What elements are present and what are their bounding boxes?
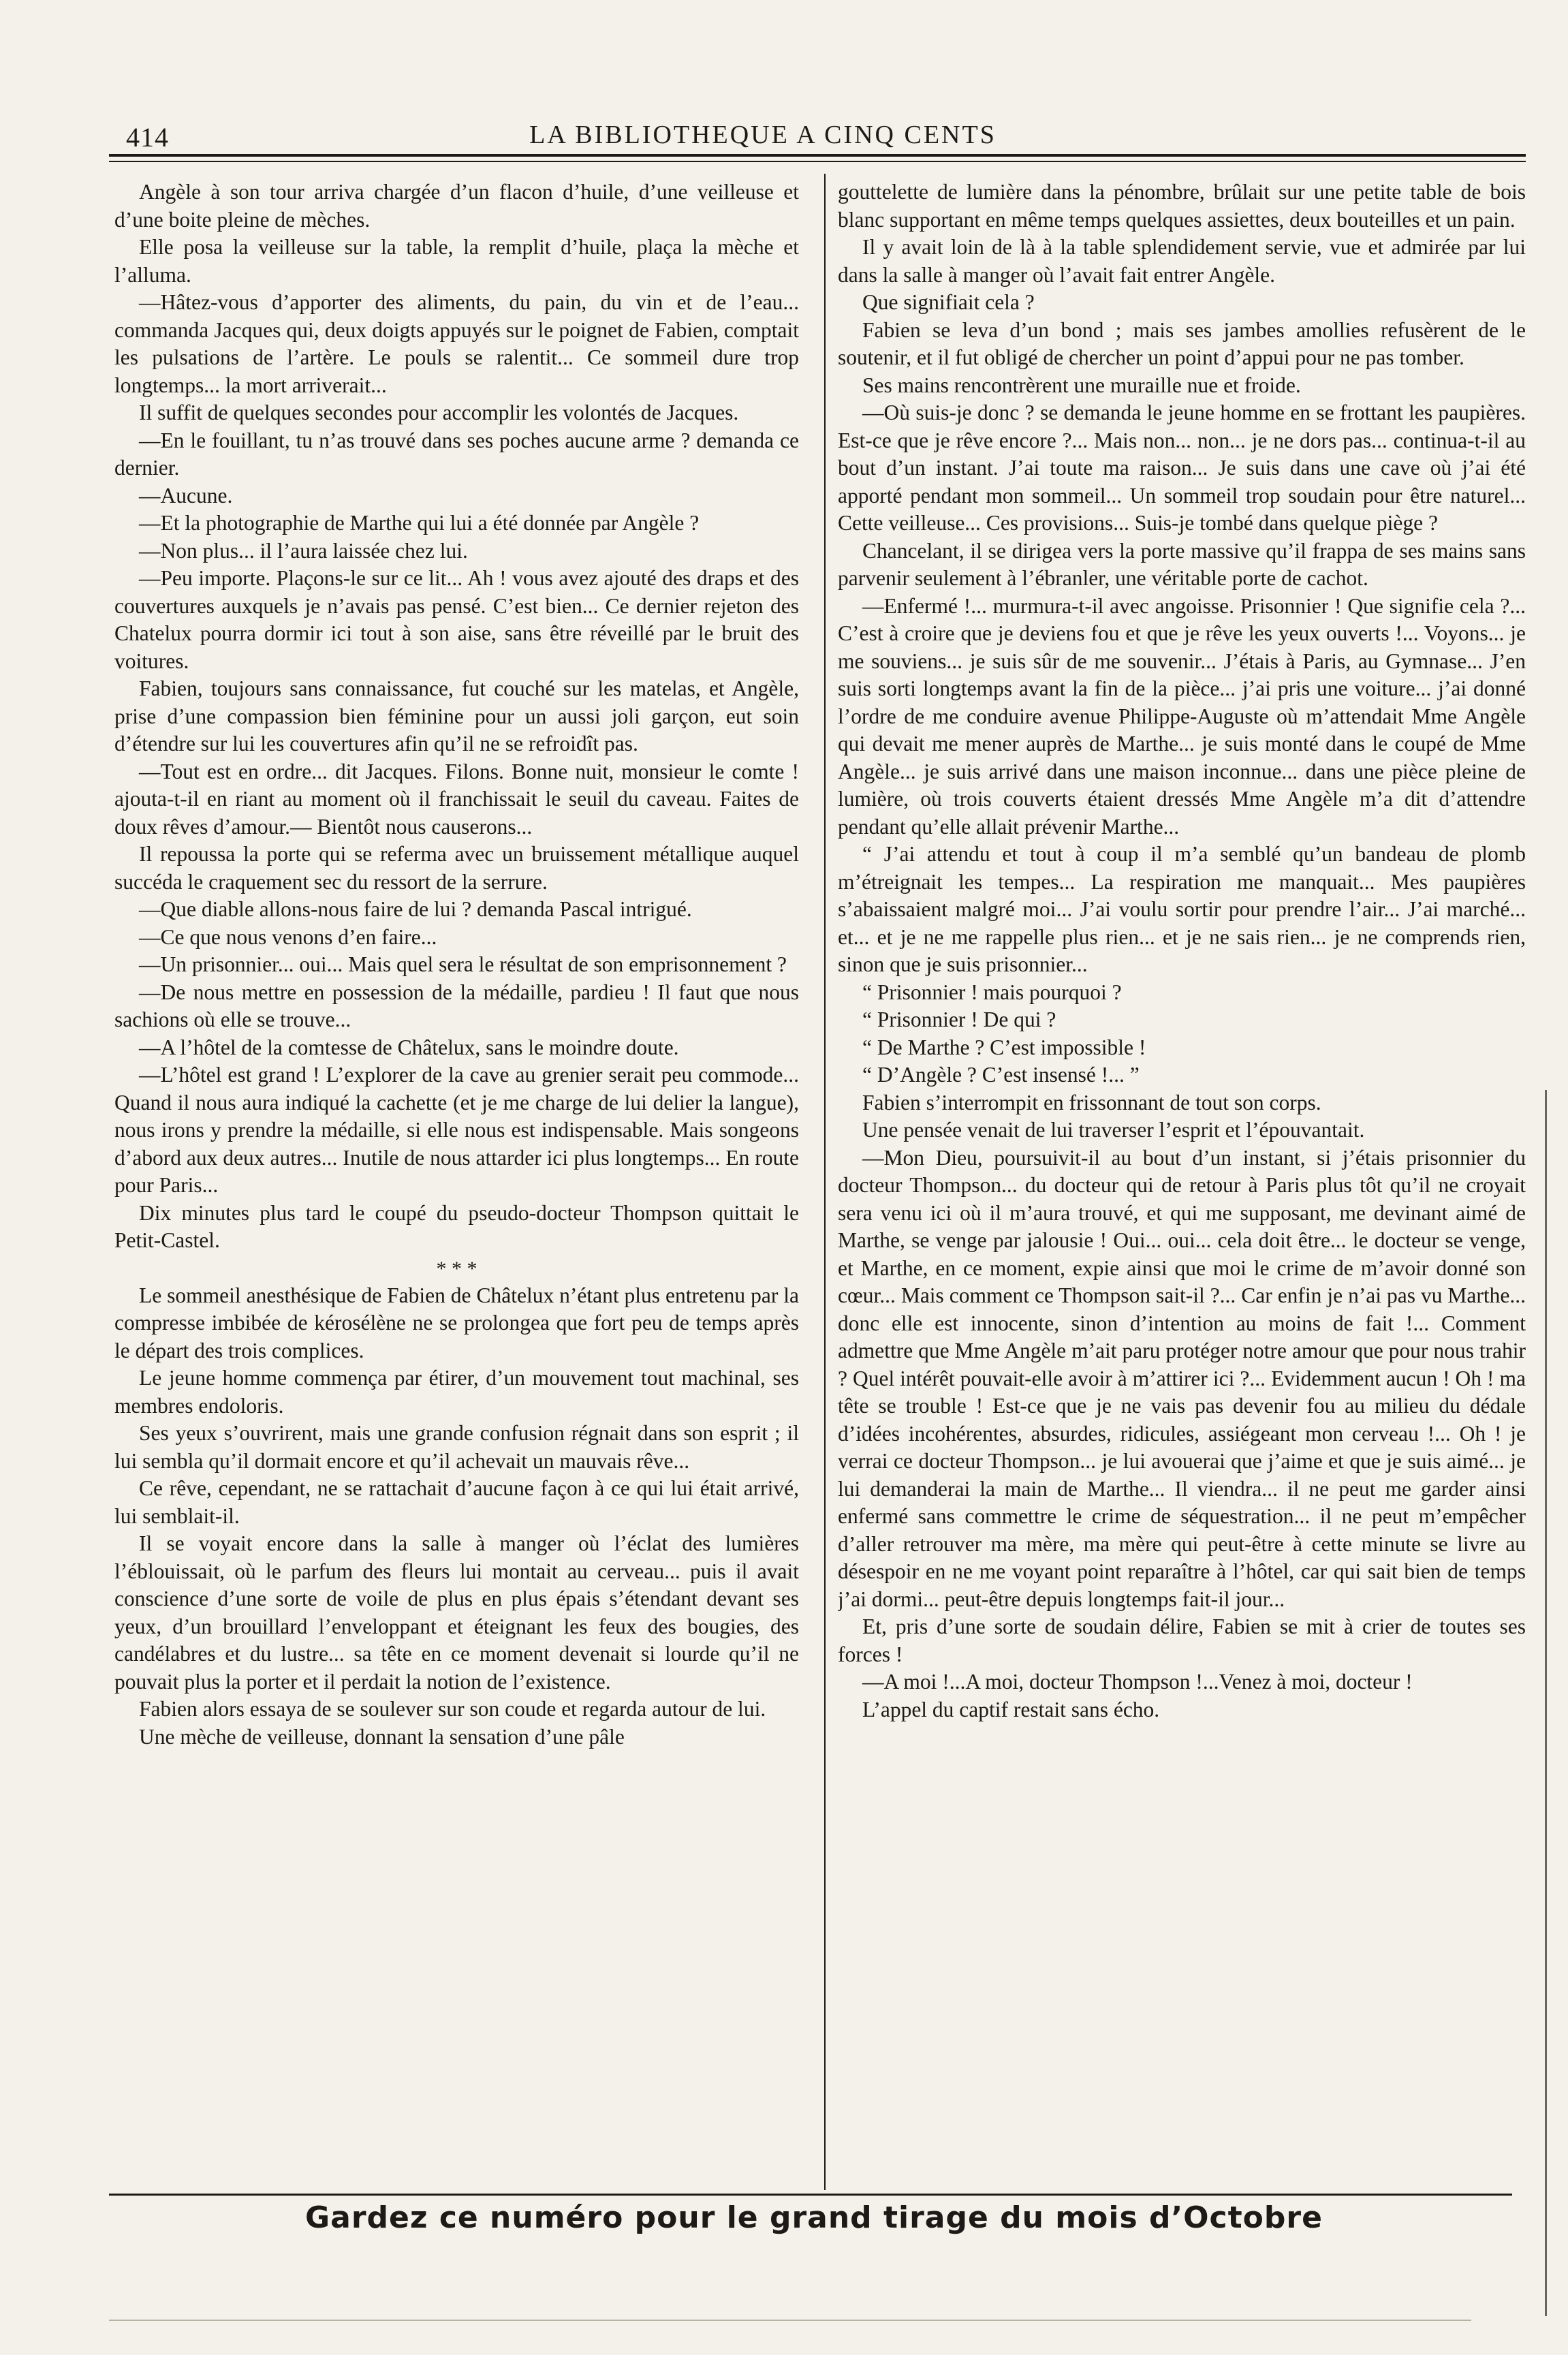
paragraph: “ D’Angèle ? C’est insensé !... ” [862,1063,1140,1087]
paragraph: —Ce que nous venons d’en faire... [139,924,437,949]
footer-rule [109,2194,1512,2196]
paragraph: —A moi !...A moi, docteur Thompson !...Venez à moi, docteur ! [862,1670,1413,1694]
header-rule [109,154,1526,157]
paragraph: Et, pris d’une sorte de soudain délire, Fabien se mit à crier de toutes ses forces ! [838,1615,1526,1666]
paragraph: —Que diable allons-nous faire de lui ? demanda Pascal intrigué. [139,897,692,921]
paragraph: Chancelant, il se dirigea vers la porte massive qu’il frappa de ses mains sans parvenir seulement à l’ébranler, une véritable porte de cachot. [838,538,1526,590]
paragraph: “ J’ai attendu et tout à coup il m’a semblé qu’un bandeau de plomb m’étreignait les tempes... La respiration me manquait... Mes paupières s’abaissaient malgré moi... J’ai voulu sortir pour prendre l’air... J’ai marché... et... et je ne me rappelle plus rien... et je ne sais rien... je ne comprends rien, sinon que je suis prisonnier... [838,842,1526,976]
paragraph: Une mèche de veilleuse, donnant la sensation d’une pâle [139,1724,625,1749]
paragraph: —L’hôtel est grand ! L’explorer de la cave au grenier serait peu commode... Quand il nous aura indiqué la cachette (et je me charge de lui delier la langue), nous irons y prendre la médaille, si elle nous est indispensable. Mais songeons d’abord aux deux autres... Inutile de nous attarder ici plus longtemps... En route pour Paris... [114,1063,799,1197]
paragraph: —Peu importe. Plaçons-le sur ce lit... Ah ! vous avez ajouté des draps et des couvertures auxquels je n’avais pas pensé. C’est bien... Ce dernier rejeton des Chatelux pourra dormir ici tout à son aise, sans être réveillé par le bruit des voitures. [114,566,799,673]
paragraph: L’appel du captif restait sans écho. [862,1697,1160,1721]
paragraph: Angèle à son tour arriva chargée d’un flacon d’huile, d’une veilleuse et d’une boite pleine de mèches. [114,180,799,232]
page-header [112,116,1413,157]
paragraph: Elle posa la veilleuse sur la table, la remplit d’huile, plaça la mèche et l’alluma. [114,235,799,287]
paragraph: Une pensée venait de lui traverser l’esprit et l’épouvantait. [862,1118,1365,1142]
paragraph: —De nous mettre en possession de la médaille, pardieu ! Il faut que nous sachions où elle se trouve... [114,980,799,1031]
paragraph: —Non plus... il l’aura laissée chez lui. [139,538,468,563]
right-column [838,178,1526,2188]
paragraph: Le jeune homme commença par étirer, d’un mouvement tout machinal, ses membres endoloris. [114,1366,799,1418]
paragraph: —Un prisonnier... oui... Mais quel sera le résultat de son emprisonnement ? [139,952,787,976]
page-edge-mark [1545,1090,1547,2316]
paragraph: Fabien, toujours sans connaissance, fut couché sur les matelas, et Angèle, prise d’une compassion bien féminine pour un aussi joli garçon, eut soin d’étendre sur lui les couvertures afin qu’il ne se refroidît pas. [114,676,799,755]
paragraph: —Où suis-je donc ? se demanda le jeune homme en se frottant les paupières. Est-ce que je rêve encore ?... Mais non... non... je ne dors pas... continua-t-il au bout d’un instant. J’ai toute ma raison... Je suis dans une cave où j’ai été apporté pendant mon sommeil... Un sommeil trop soudain pour être naturel... Cette veilleuse... Ces provisions... Suis-je tombé dans quelque piège ? [838,401,1526,535]
paragraph: —A l’hôtel de la comtesse de Châtelux, sans le moindre doute. [139,1035,679,1059]
paragraph: Il y avait loin de là à la table splendidement servie, vue et admirée par lui dans la salle à manger où l’avait fait entrer Angèle. [838,235,1526,287]
paragraph: —Tout est en ordre... dit Jacques. Filons. Bonne nuit, monsieur le comte ! ajouta-t-il en riant au moment où il franchissait le seuil du caveau. Faites de doux rêves d’amour.— Bientôt nous causerons... [114,759,799,839]
paragraph: gouttelette de lumière dans la pénombre, brûlait sur une petite table de bois blanc supportant en même temps quelques assiettes, deux bouteilles et un pain. [838,180,1526,232]
paragraph: —En le fouillant, tu n’as trouvé dans ses poches aucune arme ? demanda ce dernier. [114,428,799,480]
bottom-rule [109,2320,1471,2321]
paragraph: Fabien s’interrompit en frissonnant de tout son corps. [862,1090,1321,1114]
paragraph: Que signifiait cela ? [862,290,1035,314]
paragraph: Fabien se leva d’un bond ; mais ses jambes amollies refusèrent de le soutenir, et il fut obligé de chercher un point d’appui pour ne pas tomber. [838,317,1526,369]
paragraph: —Et la photographie de Marthe qui lui a été donnée par Angèle ? [139,511,700,535]
paragraph: Ce rêve, cependant, ne se rattachait d’aucune façon à ce qui lui était arrivé, lui semblait-il. [114,1476,799,1528]
paragraph: “ Prisonnier ! mais pourquoi ? [862,980,1122,1004]
page-number: 414 [126,122,169,153]
header-rule-thin [109,161,1526,162]
paragraph: Ses yeux s’ouvrirent, mais une grande confusion régnait dans son esprit ; il lui sembla qu’il dormait encore et qu’il achevait un mauvais rêve... [114,1421,799,1473]
paragraph: Il se voyait encore dans la salle à manger où l’éclat des lumières l’éblouissait, où le parfum des fleurs lui montait au cerveau... puis il avait conscience d’une sorte de voile de plus en plus épais s’étendant devant ses yeux, d’un brouillard l’enveloppant et éteignant les feux des bougies, des candélabres et du lustre... sa tête en ce moment devenait si lourde qu’il ne pouvait plus la porter et il perdait la notion de l’existence. [114,1531,799,1694]
paragraph: —Hâtez-vous d’apporter des aliments, du pain, du vin et de l’eau... commanda Jacques qui, deux doigts appuyés sur le poignet de Fabien, comptait les pulsations de l’artère. Le pouls se ralentit... Ce sommeil dure trop longtemps... la mort arriverait... [114,290,799,397]
paragraph: Ses mains rencontrèrent une muraille nue et froide. [862,373,1301,397]
paragraph: Il suffit de quelques secondes pour accomplir les volontés de Jacques. [139,401,739,424]
column-divider [824,174,826,2190]
paragraph: —Mon Dieu, poursuivit-il au bout d’un instant, si j’étais prisonnier du docteur Thompson... du docteur qui de retour à Paris plus tôt qu’il ne croyait sera venu ici où il m’aura trouvé, et qui me supposant, me devinant aimé de Marthe, se venge par jalousie ! Oui... oui... cela doit être... le docteur se venge, et Marthe, en ce moment, expie ainsi que moi le crime de m’avoir donné son cœur... Mais comment ce Thompson sait-il ?... Car enfin je n’ai pas vu Marthe... donc elle est innocente, sinon d’intention au moins de fait !... Comment admettre que Mme Angèle m’ait paru protéger notre amour que pour nous trahir ? Quel intérêt pouvait-elle avoir à m’attirer ici ?... Evidemment aucun ! Oh ! ma tête se trouble ! Est-ce que je ne vais pas devenir fou au milieu du dédale d’idées incohérentes, absurdes, ridicules, assiégeant mon cerveau !... Oh ! je verrai ce docteur Thompson... je lui avouerai que j’aime et que je suis aimé... je lui demanderai la main de Marthe... Il viendra... il ne peut me garder ainsi enfermé sans commettre le crime de séquestration... il ne peut m’empêcher d’aller retrouver ma mère, ma mère qui peut-être à cette minute se livre au désespoir en ne me voyant point reparaître à l’hôtel, car qui sait bien de temps j’ai dormi... peut-être depuis longtemps fait-il jour... [838,1145,1526,1611]
paragraph: “ De Marthe ? C’est impossible ! [862,1035,1146,1059]
section-asterism: * * * [436,1257,477,1280]
paragraph: Le sommeil anesthésique de Fabien de Châtelux n’étant plus entretenu par la compresse imbibée de kérosélène ne se prolongea que fort peu de temps après le départ des trois complices. [114,1283,799,1362]
left-column [114,178,799,2188]
paragraph: Fabien alors essaya de se soulever sur son coude et regarda autour de lui. [139,1697,766,1721]
paragraph: “ Prisonnier ! De qui ? [862,1008,1056,1031]
paragraph: —Enfermé !... murmura-t-il avec angoisse. Prisonnier ! Que signifie cela ?... C’est à croire que je deviens fou et que je rêve les yeux ouverts !... Voyons... je me souviens... je suis sûr de me souvenir... J’étais à Paris, au Gymnase... J’en suis sorti longtemps avant la fin de la pièce... j’ai pris une voiture... j’ai donné l’ordre de me conduire avenue Philippe-Auguste où m’attendait Mme Angèle qui devait me mener auprès de Marthe... je suis monté dans le coupé de Mme Angèle... je suis arrivé dans une maison inconnue... dans une pièce pleine de lumière, où trois couverts étaient dressés Mme Angèle m’a dit d’attendre pendant qu’elle allait prévenir Marthe... [838,593,1526,839]
paragraph: Dix minutes plus tard le coupé du pseudo-docteur Thompson quittait le Petit-Castel. [114,1200,799,1252]
paragraph: —Aucune. [139,483,233,508]
running-head: LA BIBLIOTHEQUE A CINQ CENTS [529,121,997,149]
paragraph: Il repoussa la porte qui se referma avec un bruissement métallique auquel succéda le craquement sec du ressort de la serrure. [114,842,799,894]
footer-notice: Gardez ce numéro pour le grand tirage du mois d’Octobre [305,2200,1323,2235]
